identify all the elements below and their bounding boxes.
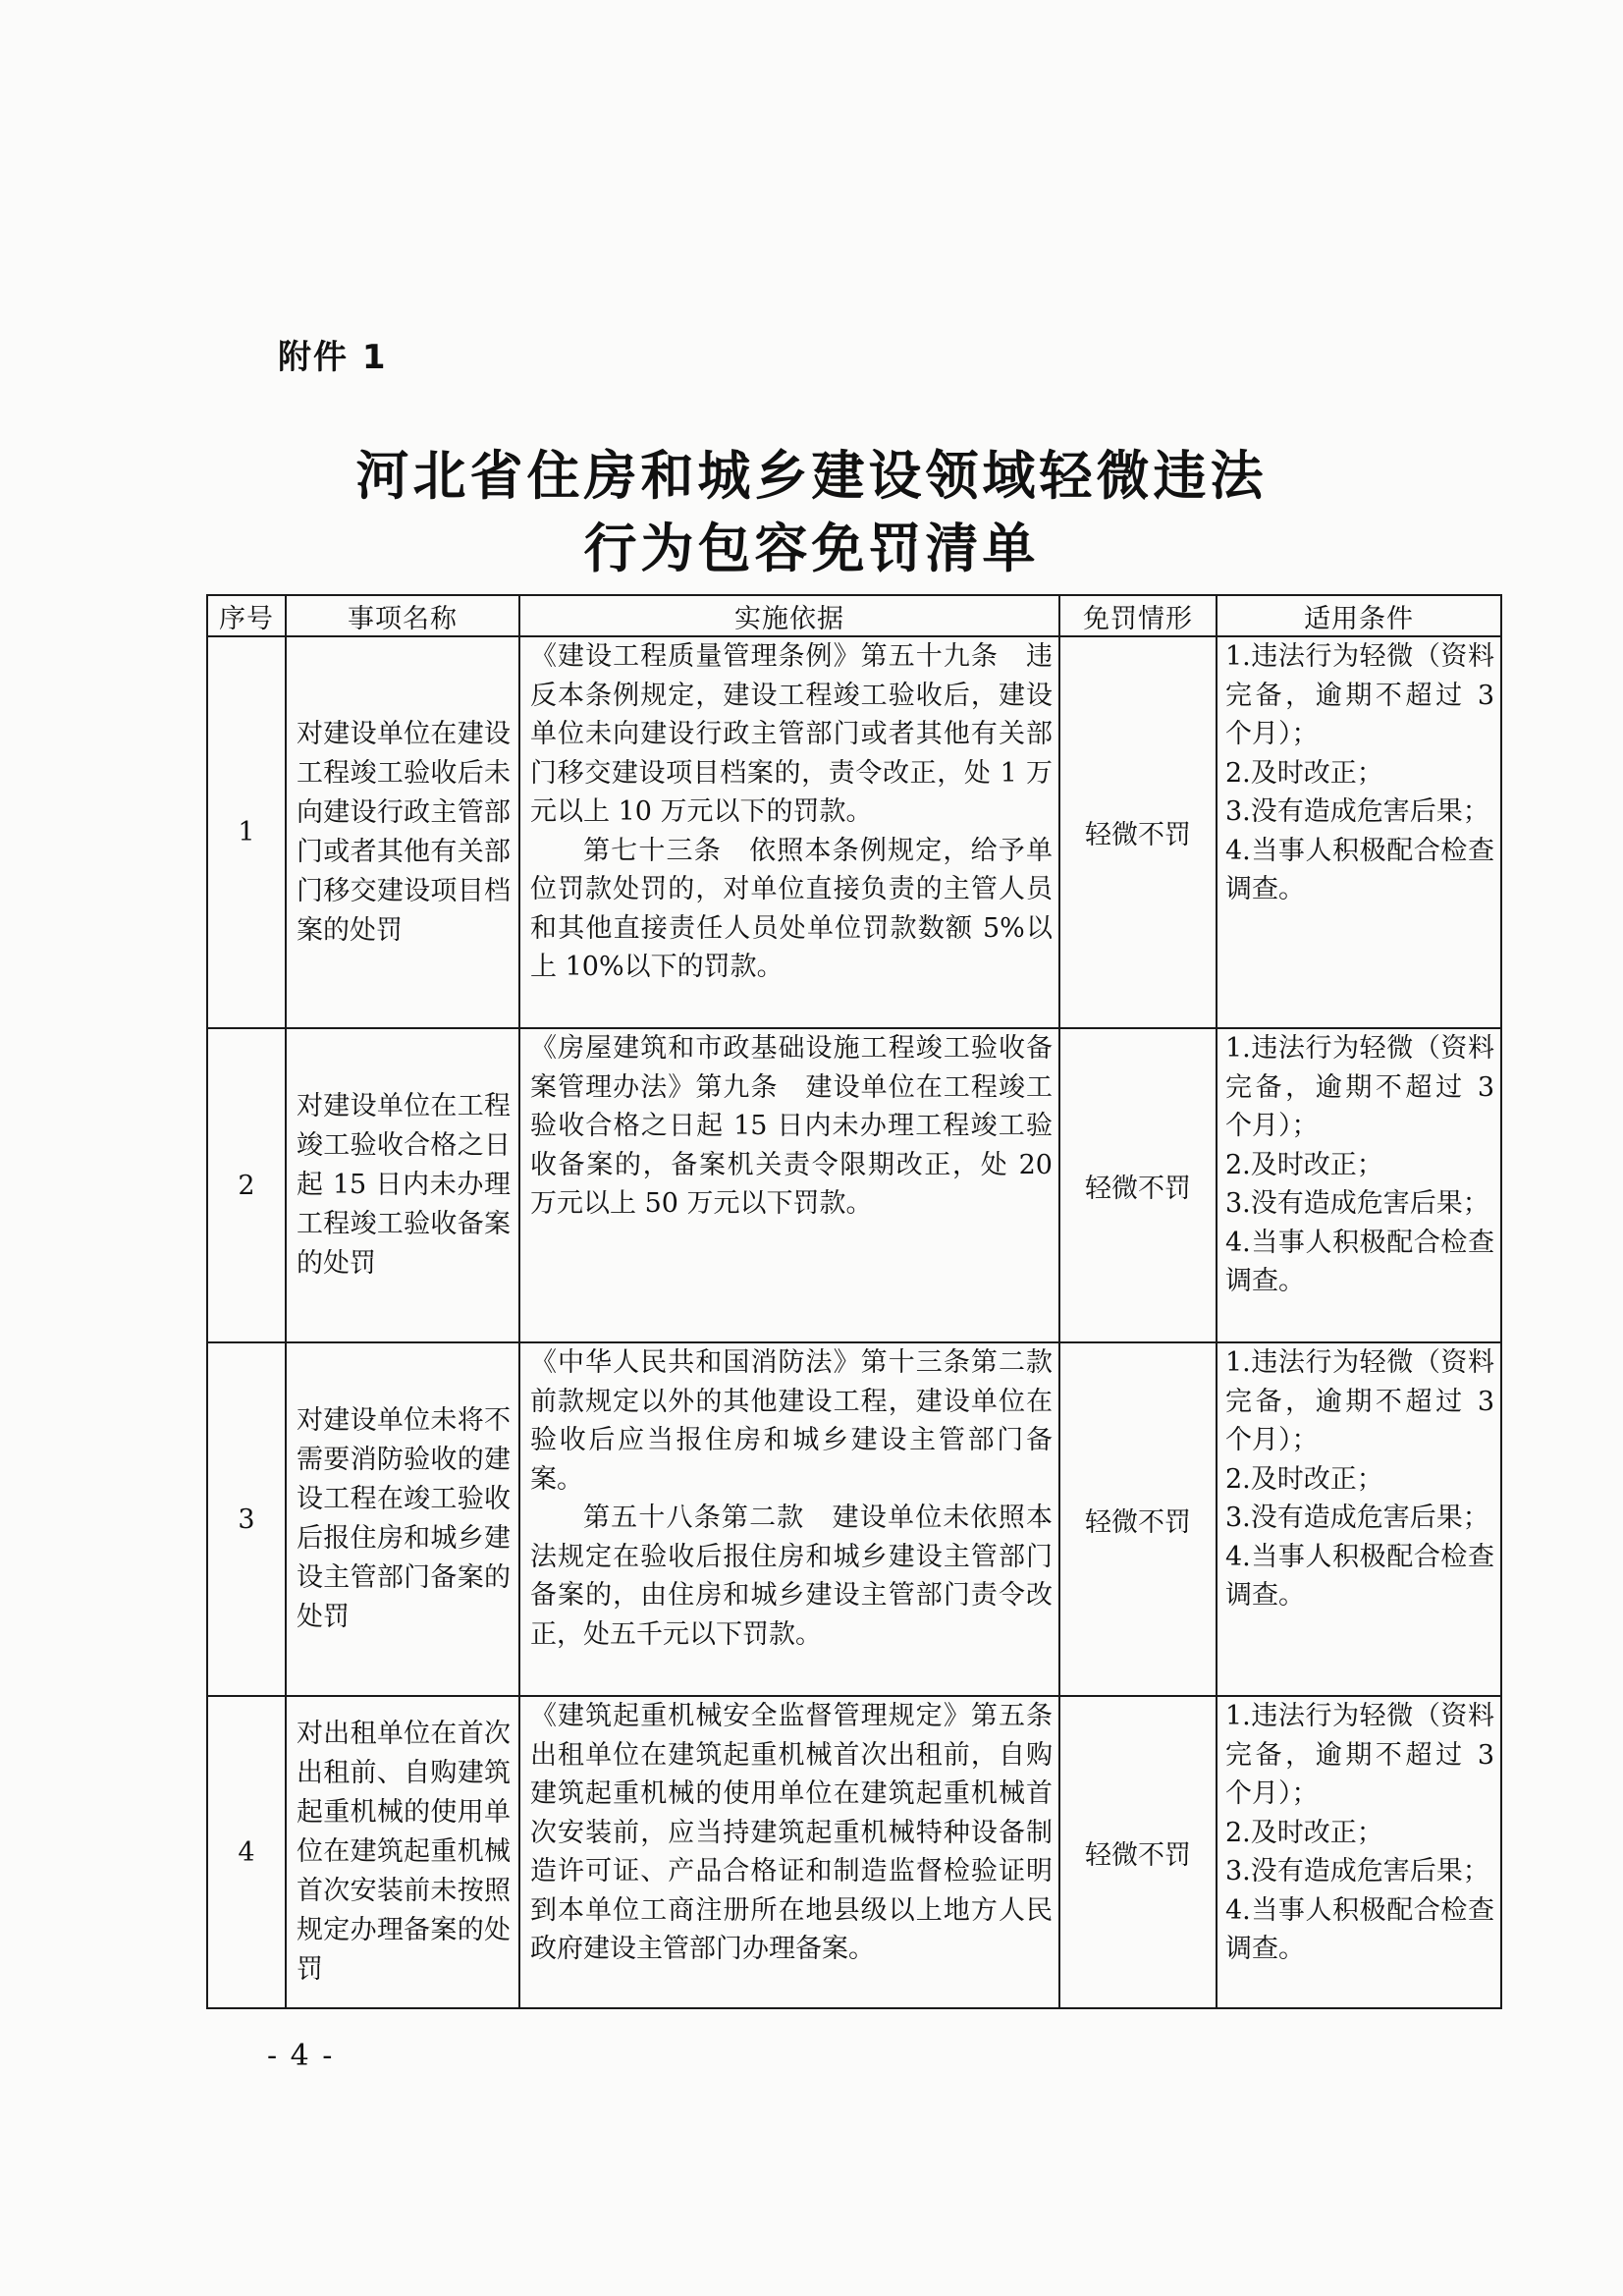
- condition-item: 2.及时改正；: [1225, 757, 1383, 789]
- condition-item: 3.没有造成危害后果；: [1225, 1188, 1489, 1219]
- condition-item: 4.当事人积极配合检查调查。: [1225, 1227, 1494, 1296]
- column-header-conditions: 适用条件: [1217, 595, 1501, 636]
- document-title-line-2: 行为包容免罚清单: [583, 518, 1040, 579]
- table-row: [207, 1028, 1501, 1342]
- condition-item: 2.及时改正；: [1225, 1817, 1383, 1848]
- condition-item: 3.没有造成危害后果；: [1225, 1856, 1489, 1886]
- table-row: [207, 636, 1501, 1028]
- row-item-name: 对出租单位在首次出租前、自购建筑起重机械的使用单位在建筑起重机械首次安装前未按照规定办理备案的处罚: [286, 1696, 519, 2008]
- row-exemption-mode: 轻微不罚: [1059, 1028, 1217, 1342]
- row-basis: [519, 1342, 1079, 1696]
- row-exemption-mode: 轻微不罚: [1059, 1696, 1217, 2008]
- row-seq: 2: [207, 1028, 286, 1342]
- condition-item: 3.没有造成危害后果；: [1225, 1503, 1489, 1533]
- table-row: [207, 1342, 1501, 1696]
- column-header-item: 事项名称: [286, 595, 519, 636]
- basis-paragraph: 《建设工程质量管理条例》第五十九条 违反本条例规定，建设工程竣工验收后，建设单位未向建设行政主管部门或者其他有关部门移交建设项目档案的，责令改正，处 1 万元以上 10 万元以下的罚款。: [530, 641, 1053, 827]
- basis-paragraph: 《建筑起重机械安全监督管理规定》第五条 出租单位在建筑起重机械首次出租前，自购建筑起重机械的使用单位在建筑起重机械首次安装前，应当持建筑起重机械特种设备制造许可证、产品合格证和制造监督检验证明到本单位工商注册所在地县级以上地方人民政府建设主管部门办理备案。: [530, 1701, 1079, 1964]
- row-conditions: [1217, 1696, 1501, 2008]
- attachment-label: 附件 1: [278, 338, 388, 377]
- condition-item: 4.当事人积极配合检查调查。: [1225, 835, 1494, 904]
- condition-item: 1.违法行为轻微（资料完备，逾期不超过 3 个月）；: [1225, 1701, 1494, 1809]
- condition-item: 3.没有造成危害后果；: [1225, 796, 1489, 827]
- column-header-basis: 实施依据: [519, 595, 1059, 636]
- basis-paragraph: 第七十三条 依照本条例规定，给予单位罚款处罚的，对单位直接负责的主管人员和其他直接责任人员处单位罚款数额 5%以上 10%以下的罚款。: [530, 835, 1053, 982]
- table-header-row: [207, 595, 1501, 636]
- condition-item: 4.当事人积极配合检查调查。: [1225, 1541, 1494, 1611]
- condition-item: 2.及时改正；: [1225, 1463, 1383, 1495]
- row-basis: [519, 636, 1059, 1028]
- condition-item: 4.当事人积极配合检查调查。: [1225, 1894, 1494, 1964]
- row-item-name: 对建设单位未将不需要消防验收的建设工程在竣工验收后报住房和城乡建设主管部门备案的处罚: [286, 1342, 519, 1696]
- condition-item: 1.违法行为轻微（资料完备，逾期不超过 3 个月）；: [1225, 641, 1494, 749]
- row-conditions: [1217, 636, 1501, 1028]
- condition-item: 1.违法行为轻微（资料完备，逾期不超过 3 个月）；: [1225, 1347, 1494, 1455]
- basis-paragraph: 《房屋建筑和市政基础设施工程竣工验收备案管理办法》第九条 建设单位在工程竣工验收合格之日起 15 日内未办理工程竣工验收备案的，备案机关责令限期改正，处 20 万元以上 50 万元以下罚款。: [530, 1033, 1053, 1219]
- row-item-name: 对建设单位在工程竣工验收合格之日起 15 日内未办理工程竣工验收备案的处罚: [286, 1028, 519, 1342]
- row-exemption-mode: 轻微不罚: [1059, 1342, 1217, 1696]
- document-title-line-1: 河北省住房和城乡建设领域轻微违法: [355, 445, 1268, 507]
- condition-item: 2.及时改正；: [1225, 1149, 1383, 1180]
- row-exemption-mode: 轻微不罚: [1059, 636, 1217, 1028]
- penalty-exemption-table: [206, 594, 1502, 2009]
- basis-paragraph: 第五十八条第二款 建设单位未依照本法规定在验收后报住房和城乡建设主管部门备案的，由住房和城乡建设主管部门责令改正，处五千元以下罚款。: [530, 1503, 1053, 1650]
- row-seq: 3: [207, 1342, 286, 1696]
- column-header-mode: 免罚情形: [1059, 595, 1217, 636]
- row-item-name: 对建设单位在建设工程竣工验收后未向建设行政主管部门或者其他有关部门移交建设项目档案的处罚: [286, 636, 519, 1028]
- row-basis: [519, 1696, 1079, 2008]
- page-number: - 4 -: [267, 2039, 335, 2073]
- row-basis: [519, 1028, 1059, 1342]
- table-row: [207, 1696, 1501, 2008]
- row-conditions: [1217, 1028, 1501, 1342]
- condition-item: 1.违法行为轻微（资料完备，逾期不超过 3 个月）；: [1225, 1033, 1494, 1141]
- row-conditions: [1217, 1342, 1501, 1696]
- row-seq: 4: [207, 1696, 286, 2008]
- row-seq: 1: [207, 636, 286, 1028]
- column-header-seq: 序号: [207, 595, 286, 636]
- basis-paragraph: 《中华人民共和国消防法》第十三条第二款 前款规定以外的其他建设工程，建设单位在验收后应当报住房和城乡建设主管部门备案。: [530, 1347, 1079, 1495]
